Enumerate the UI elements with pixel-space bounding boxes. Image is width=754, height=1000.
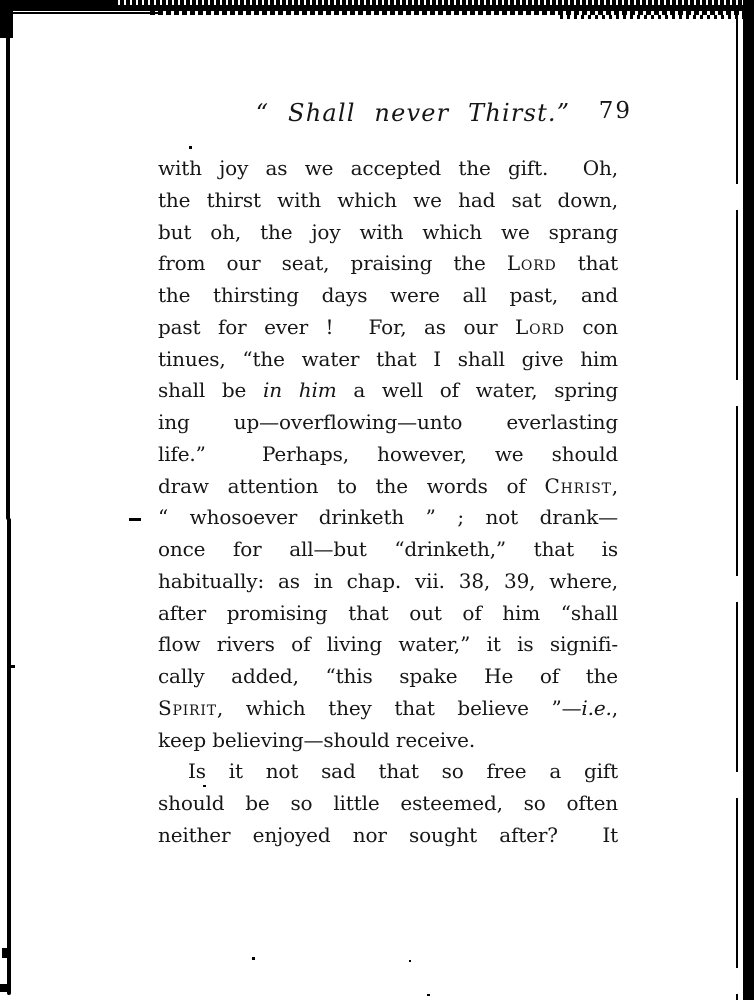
text-segment: Lord [506,251,557,276]
scan-speck [252,957,255,960]
text-line [158,598,618,630]
text-line [158,439,618,471]
text-line [158,756,618,788]
text-segment: tinues, “the water that I shall give him [158,346,618,371]
text-segment: after promising that out of him “shall [158,600,618,625]
text-line [158,217,618,249]
text-segment: con [564,314,619,339]
text-line [158,725,618,757]
scan-edge-left-line-lower [7,518,11,995]
text-segment: i.e. [581,695,612,720]
scan-speck [0,984,7,992]
text-segment: in him [263,378,337,403]
text-segment: draw attention to the words of [158,473,545,498]
scan-edge-top-dashes-right [560,15,754,19]
text-segment: cally added, “this spake He of the [158,664,618,688]
text-segment: flow rivers of living water,” it is signifi- [158,632,618,657]
text-line [158,185,618,217]
text-line [158,693,618,725]
page-number: 79 [598,98,632,124]
page-header [158,96,632,136]
text-line [158,375,618,407]
text-segment: that [556,251,618,276]
text-line [158,280,618,312]
scan-edge-top-line [8,12,158,14]
text-segment: but oh, the joy with which we sprang [158,219,618,244]
text-segment: a well of water, spring [336,378,618,403]
text-line [158,407,618,439]
text-line [158,502,618,534]
scan-speck [409,960,411,962]
text-segment: habitually: as in chap. vii. 38, 39, where, [158,568,618,593]
scan-speck [2,948,7,958]
text-segment: with joy as we accepted the gift. Oh, [158,156,618,180]
text-segment: the thirsting days were all past, and [158,283,618,307]
scan-speck [189,146,192,149]
text-segment: “ whosoever drinketh ” ; not drank— [158,505,618,530]
scan-edge-right-bar [743,0,754,1000]
scan-edge-top-ticks [118,0,754,5]
text-line [158,344,618,376]
text-segment: should be so little esteemed, so often [158,791,618,815]
text-segment: neither enjoyed nor sought after? It [158,822,618,847]
text-segment: shall be [158,378,263,403]
text-segment: , [611,695,618,720]
text-line [158,629,618,661]
text-line [158,820,618,852]
scan-speck [10,665,15,668]
text-segment: Is it not sad that so free a gift [188,759,618,784]
scan-speck [129,518,141,521]
text-segment: from our seat, praising the [158,251,507,276]
text-line [158,153,618,185]
text-segment: once for all—but “drinketh,” that is [158,537,618,561]
text-segment: ing up—overflowing—unto everlasting [158,410,618,434]
text-segment: Lord [515,314,565,339]
text-segment: Spirit [158,695,217,720]
text-segment: keep believing—should receive. [158,727,476,752]
text-segment: , which they that believe ”— [216,695,582,720]
scan-edge-right-thin-line [736,14,738,1000]
text-line [158,661,618,693]
text-segment: past for ever ! For, as our [158,314,516,339]
text-segment: the thirst with which we had sat down, [158,187,618,212]
text-line [158,566,618,598]
scan-speck [427,994,430,996]
text-segment: , [611,473,618,498]
text-line [158,534,618,566]
text-line [158,312,618,344]
scan-edge-left-line [6,20,10,520]
text-line [158,471,618,503]
text-segment: life.” Perhaps, however, we should [158,441,618,466]
text-segment: Christ [544,473,612,498]
text-line [158,788,618,820]
running-title: “ Shall never Thirst.” [255,99,571,127]
text-line [158,248,618,280]
text-block [158,153,618,852]
